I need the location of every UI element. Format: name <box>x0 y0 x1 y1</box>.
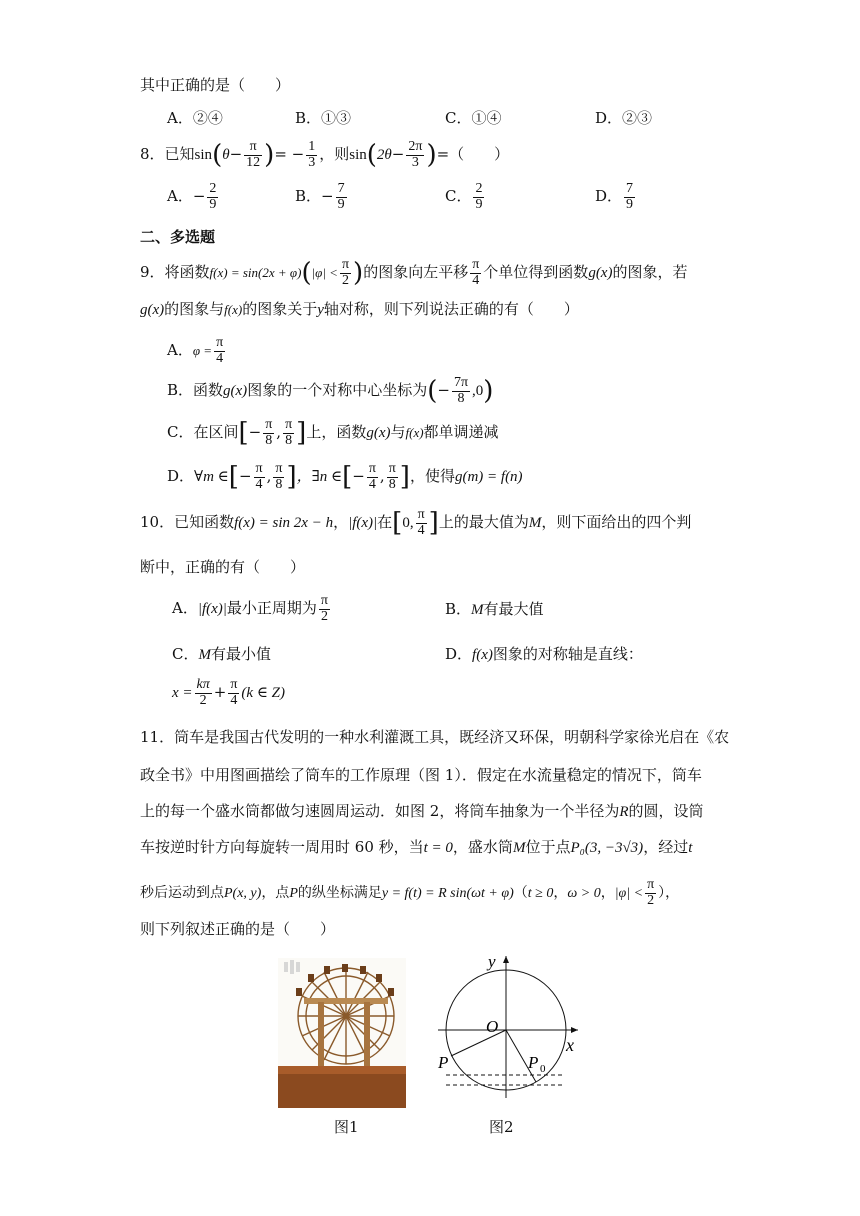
gx: g(x) <box>140 302 165 318</box>
M-var: M <box>512 840 526 856</box>
comma: ， <box>600 885 615 902</box>
minus: − <box>391 145 405 164</box>
frac-num: 1 <box>308 139 316 154</box>
frac-num: 2π <box>408 139 423 154</box>
q9-option-a <box>167 336 227 366</box>
text: 10．已知函数 <box>140 513 235 532</box>
g-eq-f: g(m) = f(n) <box>454 469 523 486</box>
frac-den: 3 <box>308 154 316 170</box>
sign: − <box>321 187 334 206</box>
x-axis-label: x <box>566 1035 574 1055</box>
y-arrow-icon <box>503 956 509 963</box>
omega-gt: ω > 0 <box>567 886 601 902</box>
q8-option-a <box>167 182 220 212</box>
option-label: C． <box>445 187 472 206</box>
q8-stem: 8．已知sin(θ− $\frac{\pi}{12}$ )= − $\frac{1}{3}$ ，则sin(2θ− $\frac{2\pi}{3}$ )=（ ） <box>140 139 510 171</box>
frac-num: π <box>285 417 293 432</box>
frac-num: π <box>368 461 376 476</box>
frac-num: π <box>230 677 238 692</box>
equals-minus: = − <box>274 145 305 164</box>
abs-fx: |f(x)| <box>197 601 227 618</box>
q8-option-b <box>295 182 349 212</box>
q10-option-a <box>172 594 332 624</box>
q9-option-b: B．函数g(x)图象的一个对称中心坐标为(− $\frac{7\pi}{8}$ ,0) <box>167 375 494 407</box>
fx: f(x) <box>472 647 493 663</box>
sign: − <box>192 187 206 206</box>
point-P0-label: P <box>528 1053 539 1072</box>
option-label: C．在区间 <box>167 423 239 442</box>
x-eq: x = <box>172 685 193 702</box>
fx: f(x) <box>405 425 424 441</box>
q11-line5 <box>140 878 679 908</box>
circle-diagram <box>432 952 587 1102</box>
frac-num: 7π <box>453 375 469 390</box>
minus: − <box>229 145 243 164</box>
frac-num: π <box>216 335 224 350</box>
q10-line2: 断中，正确的有（ ） <box>140 558 306 576</box>
comma: , <box>379 467 385 486</box>
frac-num: π <box>417 507 425 522</box>
text: ，使得 <box>409 467 455 486</box>
frac-den: 8 <box>285 432 293 448</box>
figure-1-caption: 图1 <box>334 1118 359 1136</box>
option-label: A． <box>172 599 198 618</box>
phi-lt: |φ| < <box>614 886 644 902</box>
q10-line1: 10．已知函数f(x) = sin 2x − h，|f(x)|在[0, $\frac{\pi}{4}$ ]上的最大值为M，则下面给出的四个判 <box>140 507 692 539</box>
q11-line1: 11．筒车是我国古代发明的一种水利灌溉工具，既经济又环保，明朝科学家徐光启在《农 <box>140 728 730 746</box>
t-zero: t = 0 <box>423 840 453 856</box>
text: 的图象关于 <box>242 300 318 318</box>
q11-line2: 政全书》中用图画描绘了筒车的工作原理（图 1）．假定在水流量稳定的情况下，筒车 <box>140 766 702 784</box>
text: （ <box>513 885 528 902</box>
option-label: A． <box>167 187 193 206</box>
frac-den: 4 <box>255 476 263 492</box>
frac-num: π <box>647 877 655 892</box>
minus: − <box>437 381 450 400</box>
option-label: B． <box>445 600 472 618</box>
text: 的图象，若 <box>612 263 688 282</box>
frac-den: 2 <box>199 692 207 708</box>
q10-option-d <box>445 643 643 664</box>
sin-text: sin <box>194 147 213 164</box>
origin-label: O <box>486 1017 499 1036</box>
frac-num: π <box>388 461 396 476</box>
two-theta: 2θ <box>376 147 392 164</box>
minus: − <box>238 467 252 486</box>
forall: ∀m ∈ <box>194 469 229 486</box>
frac-den: 4 <box>472 272 480 288</box>
text: 与 <box>390 423 406 442</box>
P0-point: P₀(3, −3√3) <box>570 840 644 856</box>
frac-den: 4 <box>230 692 238 708</box>
plus: + <box>213 683 227 702</box>
minus: − <box>248 423 262 442</box>
frac-den: 4 <box>368 476 376 492</box>
M-var: M <box>528 515 542 532</box>
frac-num: π <box>244 140 262 156</box>
option-label: C． <box>172 645 199 663</box>
M-var: M <box>471 602 484 618</box>
q9-option-d: D．∀m ∈[− $\frac{\pi}{4}$ , $\frac{\pi}{8}$ ]，∃n ∈[− $\frac{\pi}{4}$ , $\frac{\pi}{8}$ ]，使得g(m) = f(n) <box>167 461 523 493</box>
text: 轴对称，则下列说法正确的有（ ） <box>323 300 579 318</box>
q10-option-c <box>172 643 271 664</box>
frac-den: 8 <box>457 390 465 406</box>
frac-num: π <box>255 461 263 476</box>
M-var: M <box>198 647 211 663</box>
text: ，则下面给出的四个判 <box>541 513 692 532</box>
frac-den: 9 <box>475 196 483 212</box>
phi-eq: φ = <box>192 343 213 359</box>
option-label: D． <box>445 645 473 663</box>
frac-den: 8 <box>275 476 283 492</box>
text: 9．将函数 <box>140 263 210 282</box>
option-label: A． <box>167 341 193 360</box>
P-var: P <box>289 886 298 902</box>
q8-option-c <box>445 182 486 212</box>
text: ，经过 <box>643 838 689 856</box>
theta: θ <box>222 147 230 164</box>
frac-den: 9 <box>337 196 345 212</box>
q7-option-d: D．②③ <box>595 109 653 127</box>
frac-num: 2 <box>475 181 483 196</box>
option-label: D． <box>595 187 623 206</box>
q10-option-d-formula <box>172 678 285 708</box>
gx: g(x) <box>223 383 248 400</box>
q7-tail: 其中正确的是（ ） <box>140 76 291 94</box>
frac-num: kπ <box>196 677 210 692</box>
option-label: D． <box>167 467 195 486</box>
text: 的纵坐标满足 <box>297 885 382 902</box>
frac-den: 8 <box>388 476 396 492</box>
q8-number: 8．已知 <box>140 145 195 164</box>
text: 都单调递减 <box>423 423 499 442</box>
y-var: y <box>317 302 324 318</box>
text: ，点 <box>261 885 290 902</box>
q11-line6: 则下列叙述正确的是（ ） <box>140 920 336 938</box>
frac-num: 7 <box>626 181 634 196</box>
frac-den: 3 <box>411 154 419 170</box>
text: 图象的对称轴是直线： <box>492 645 643 663</box>
q7-option-c: C．①④ <box>445 109 502 127</box>
text: 位于点 <box>525 838 571 856</box>
text: ）， <box>658 885 680 902</box>
frac-den: 2 <box>342 272 349 288</box>
t-ge: t ≥ 0 <box>527 886 554 902</box>
q8-option-d <box>595 182 637 212</box>
figure-2-caption: 图2 <box>489 1118 514 1136</box>
frac-den: 2 <box>647 892 655 908</box>
text: 个单位得到函数 <box>483 263 589 282</box>
frac-num: π <box>472 257 480 272</box>
frac-num: π <box>341 257 350 272</box>
q11-line4 <box>140 836 692 857</box>
text: 上的最大值为 <box>438 513 529 532</box>
frac-num: π <box>320 593 328 608</box>
text: 车按逆时针方向每旋转一周用时 60 秒，当 <box>140 838 424 856</box>
option-label: B． <box>295 187 322 206</box>
text: ，盛水筒 <box>452 838 513 856</box>
text: 秒后运动到点 <box>140 885 224 902</box>
text: 上，函数 <box>306 423 367 442</box>
gx: g(x) <box>588 265 613 282</box>
frac-den: 9 <box>626 196 634 212</box>
frac-den: 4 <box>417 522 425 538</box>
frac-num: π <box>275 461 283 476</box>
k-in-z: (k ∈ Z) <box>241 685 286 702</box>
text: 上的每一个盛水筒都做匀速圆周运动．如图 2，将筒车抽象为一个半径为 <box>140 802 620 820</box>
gx: g(x) <box>366 425 391 442</box>
q7-option-a: A．②④ <box>167 109 223 127</box>
exists: ，∃n ∈ <box>296 469 343 486</box>
fx-eq: f(x) = sin 2x − h <box>234 515 334 532</box>
frac-num: 7 <box>337 181 345 196</box>
answer-paren: =（ ） <box>436 145 510 164</box>
q9-option-c: C．在区间[− $\frac{\pi}{8}$ , $\frac{\pi}{8}$ ]上，函数g(x)与f(x)都单调递减 <box>167 417 499 449</box>
y-axis-label: y <box>488 952 496 971</box>
R-var: R <box>619 804 629 820</box>
y-function: y = f(t) = R sin(ωt + φ) <box>381 886 514 902</box>
option-label: B．函数 <box>167 381 224 400</box>
frac-den: 2 <box>320 608 328 624</box>
frac-num: 2 <box>209 181 217 196</box>
text: 的图象向左平移 <box>363 263 469 282</box>
q7-option-b: B．①③ <box>295 109 352 127</box>
frac-den: 9 <box>209 196 217 212</box>
text: 在 <box>377 513 393 532</box>
text: 有最大值 <box>483 600 544 618</box>
q9-line2 <box>140 298 579 319</box>
zero: ,0 <box>472 383 484 400</box>
phi-condition: |φ| < <box>311 265 338 281</box>
point-P0-subscript: 0 <box>540 1063 546 1075</box>
sin-text: sin <box>349 147 367 164</box>
x-arrow-icon <box>571 1027 578 1033</box>
t-var: t <box>688 840 693 856</box>
comma: ， <box>553 885 568 902</box>
frac-den: 4 <box>216 350 224 366</box>
text: 的图象与 <box>164 300 225 318</box>
q11-line3 <box>140 800 704 821</box>
q9-line1: 9．将函数f(x) = sin(2x + φ)(|φ| < $\frac{\pi}{2}$ )的图象向左平移 $\frac{\pi}{4}$ 个单位得到函数g(x)的图象，若 <box>140 257 688 289</box>
water-wheel-image <box>278 958 406 1108</box>
text: 的圆，设筒 <box>628 802 704 820</box>
then-text: ，则 <box>319 145 350 164</box>
Pxy: P(x, y) <box>224 886 262 902</box>
frac-num: π <box>265 417 273 432</box>
fx-expression: f(x) = sin(2x + φ) <box>209 265 302 281</box>
text: 有最小值 <box>210 645 271 663</box>
abs-fx: |f(x)| <box>348 515 378 532</box>
minus: − <box>352 467 365 486</box>
text: 最小正周期为 <box>226 599 317 618</box>
section-heading: 二、多选题 <box>140 228 216 246</box>
frac-den: 8 <box>265 432 273 448</box>
fx: f(x) <box>224 302 243 317</box>
text: 图象的一个对称中心坐标为 <box>247 381 428 400</box>
q10-option-b <box>445 598 544 619</box>
point-P-label: P <box>438 1053 449 1072</box>
comma: , <box>266 467 272 486</box>
frac-den: 12 <box>246 154 261 170</box>
comma: , <box>276 423 282 442</box>
zero: 0, <box>402 515 414 532</box>
